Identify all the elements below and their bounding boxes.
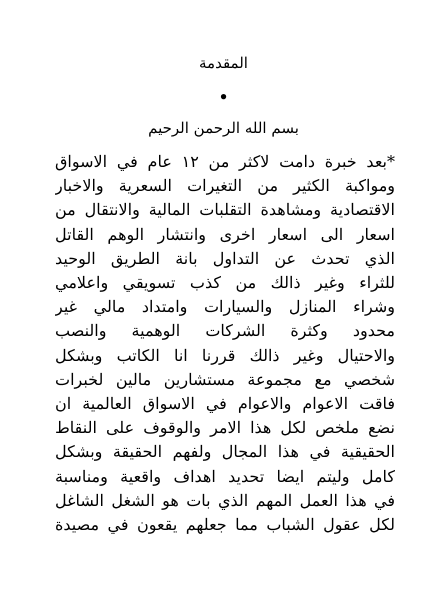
paragraph-line: محدود وكثرة الشركات الوهمية والنصب: [55, 321, 395, 341]
body-paragraph: [55, 150, 395, 537]
paragraph-line: الاقتصادية ومشاهدة التقلبات المالية والانتقال من: [55, 200, 395, 220]
basmala-heading: بسم الله الرحمن الرحيم: [148, 119, 299, 137]
page-title: المقدمة: [199, 54, 248, 72]
separator-dot: •: [218, 88, 229, 106]
paragraph-line: *بعد خبرة دامت لاكثر من ١٢ عام في الاسواق: [55, 152, 395, 171]
paragraph-line: للثراء وغير ذالك من كذب تسويقي واعلامي: [55, 273, 395, 293]
paragraph-line: اسعار الى اسعار اخرى وانتشار الوهم القاتل: [55, 224, 395, 244]
paragraph-line: والاحتيال وغير ذالك قررنا انا الكاتب وبشكل: [55, 345, 395, 365]
paragraph-line: الذي تحدث عن التداول بانة الطريق الوحيد: [55, 248, 395, 268]
paragraph-line: لكل عقول الشباب مما جعلهم يقعون في مصيدة: [55, 515, 395, 535]
paragraph-line: في هذا العمل المهم الذي بات هو الشغل الشاغل: [55, 490, 395, 510]
paragraph-line: شخصي مع مجموعة مستشارين مالين لخبرات: [55, 369, 395, 389]
paragraph-line: نضع ملخص لكل هذا الامر والوقوف على النقاط: [55, 418, 395, 438]
paragraph-line: كامل وليتم ايضا تحديد اهداف واقعية ومناسبة: [55, 466, 395, 486]
paragraph-line: الحقيقية في هذا المجال ولفهم الحقيقة وبشكل: [55, 442, 395, 462]
paragraph-line: ومواكبة الكثير من التغيرات السعرية والاخبار: [55, 176, 395, 196]
paragraph-line: فاقت الاعوام والاعوام في الاسواق العالمية ان: [55, 394, 395, 414]
paragraph-line: وشراء المنازل والسيارات وامتداد مالي غير: [55, 297, 395, 317]
